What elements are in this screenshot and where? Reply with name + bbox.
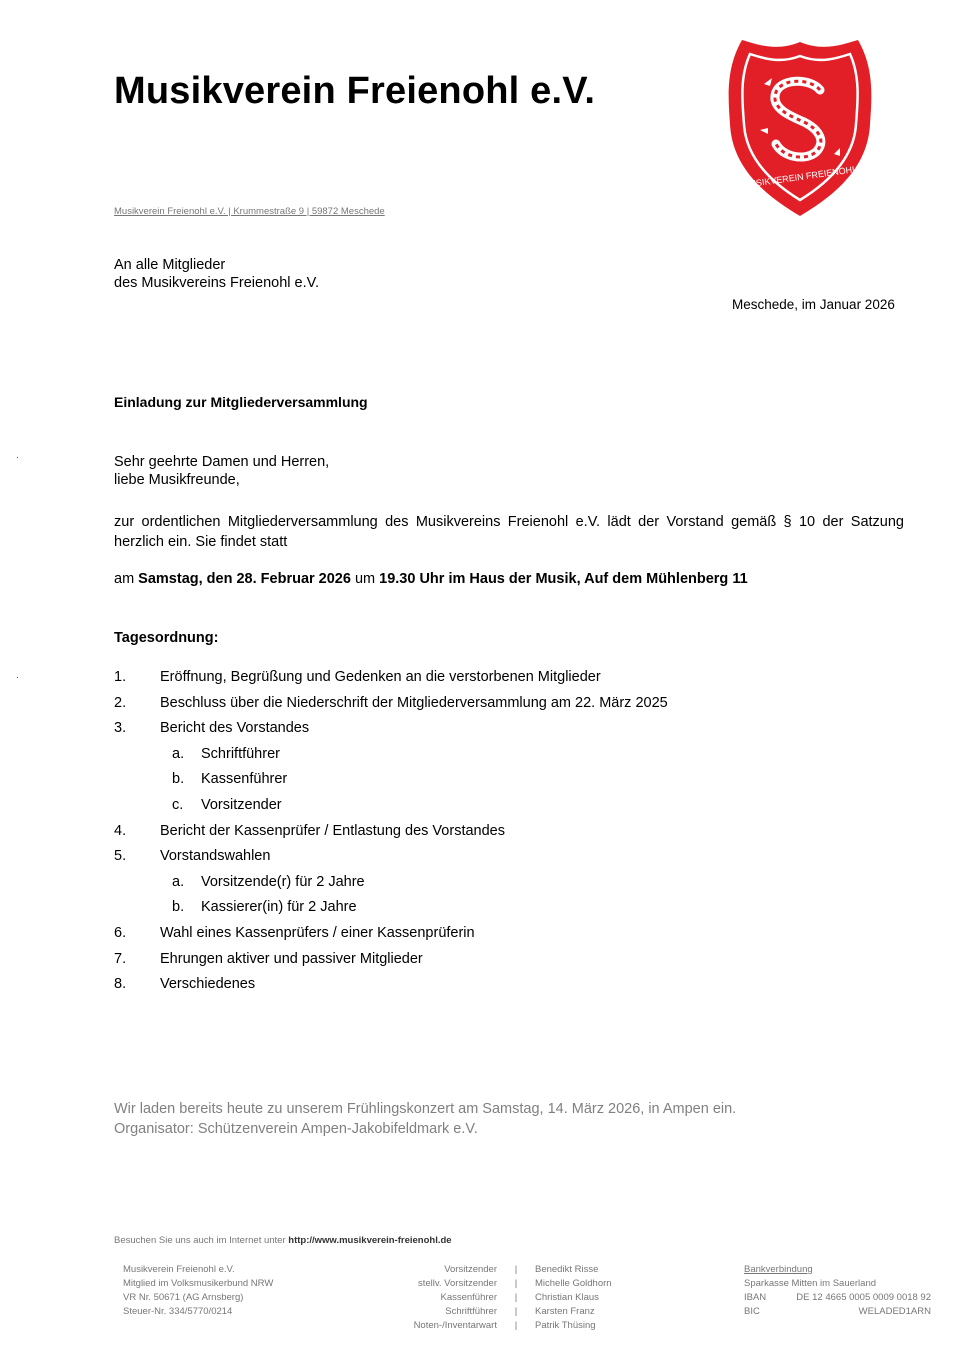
recipient-line: des Musikvereins Freienohl e.V. xyxy=(114,275,319,291)
greeting-line: Sehr geehrte Damen und Herren, xyxy=(114,454,330,470)
footer-role: Noten-/Inventarwart xyxy=(413,1320,497,1331)
footer-name: Benedikt Risse xyxy=(535,1264,599,1275)
agenda-text: Ehrungen aktiver und passiver Mitglieder xyxy=(160,950,423,967)
footer-org-line: Mitglied im Volksmusikerbund NRW xyxy=(123,1278,274,1289)
letter-subject: Einladung zur Mitgliederversammlung xyxy=(114,394,368,410)
agenda-number: a. xyxy=(172,745,185,762)
website-line xyxy=(114,1235,452,1246)
agenda-number: a. xyxy=(172,873,185,890)
agenda-number: 5. xyxy=(114,848,127,865)
note-line: Wir laden bereits heute zu unserem Frühlingskonzert am Samstag, 14. März 2026, in Ampen ein. xyxy=(114,1101,737,1117)
note-line: Organisator: Schützenverein Ampen-Jakobifeldmark e.V. xyxy=(114,1121,478,1137)
agenda-number: 6. xyxy=(114,924,127,941)
agenda-heading: Tagesordnung: xyxy=(114,630,219,646)
footer-name: Patrik Thüsing xyxy=(535,1320,596,1331)
logo-text: MUSIKVEREIN FREIENOHL xyxy=(741,164,858,191)
bic-value: WELADED1ARN xyxy=(858,1306,931,1317)
agenda-number: c. xyxy=(172,796,184,813)
agenda-number: 4. xyxy=(114,822,127,839)
agenda-number: b. xyxy=(172,899,185,916)
meeting-prefix: am xyxy=(114,571,139,587)
footer-bank xyxy=(744,1263,931,1319)
agenda-number: 7. xyxy=(114,950,127,967)
agenda-text: Kassenführer xyxy=(201,771,288,788)
agenda-text: Bericht des Vorstandes xyxy=(160,720,310,737)
footer-org-line: Steuer-Nr. 334/5770/0214 xyxy=(123,1306,233,1317)
agenda-text: Wahl eines Kassenprüfers / einer Kassenprüferin xyxy=(160,924,475,941)
recipient-block xyxy=(114,256,319,292)
agenda-text: Eröffnung, Begrüßung und Gedenken an die verstorbenen Mitglieder xyxy=(160,669,601,685)
footer-separator: | xyxy=(514,1320,518,1331)
website-link[interactable]: http://www.musikverein-freienohl.de xyxy=(288,1235,452,1246)
agenda-number: 3. xyxy=(114,720,127,737)
meeting-middle: um xyxy=(350,571,380,587)
sender-address-line: Musikverein Freienohl e.V. | Krummestraße 9 | 59872 Meschede xyxy=(114,206,385,217)
page-title: Musikverein Freienohl e.V. xyxy=(114,70,596,112)
concert-note xyxy=(114,1099,736,1139)
footer-name: Michelle Goldhorn xyxy=(535,1278,612,1289)
greeting-block xyxy=(114,453,329,489)
footer-separator: | xyxy=(514,1264,518,1275)
agenda-text: Verschiedenes xyxy=(160,976,256,993)
footer-roles xyxy=(380,1263,497,1333)
agenda-text: Vorstandswahlen xyxy=(160,848,271,865)
footer-org-line: Musikverein Freienohl e.V. xyxy=(123,1264,235,1275)
agenda-text: Beschluss über die Niederschrift der Mitgliederversammlung am 22. März 2025 xyxy=(160,694,668,711)
footer-separator: | xyxy=(514,1292,518,1303)
footer-org xyxy=(123,1263,273,1319)
iban-row xyxy=(744,1291,931,1305)
footer-separator: | xyxy=(514,1278,518,1289)
footer-org-line: VR Nr. 50671 (AG Arnsberg) xyxy=(123,1292,244,1303)
letter-date: Meschede, im Januar 2026 xyxy=(732,297,895,312)
footer-role: Schriftführer xyxy=(445,1306,497,1317)
greeting-line: liebe Musikfreunde, xyxy=(114,472,240,488)
meeting-details xyxy=(114,571,748,587)
footer-role: Kassenführer xyxy=(440,1292,497,1303)
margin-mark: . xyxy=(16,670,19,681)
agenda-number: b. xyxy=(172,771,185,788)
agenda-text: Vorsitzende(r) für 2 Jahre xyxy=(201,873,365,890)
agenda-text: Vorsitzender xyxy=(201,796,282,813)
margin-mark: . xyxy=(16,450,19,461)
bic-label: BIC xyxy=(744,1306,760,1317)
bic-row xyxy=(744,1305,931,1319)
club-logo xyxy=(724,38,876,218)
agenda-number: 1. xyxy=(114,669,127,685)
footer-name: Christian Klaus xyxy=(535,1292,599,1303)
agenda-text: Schriftführer xyxy=(201,745,280,762)
recipient-line: An alle Mitglieder xyxy=(114,257,226,273)
bank-name: Sparkasse Mitten im Sauerland xyxy=(744,1278,877,1289)
agenda-number: 2. xyxy=(114,694,127,711)
bank-title: Bankverbindung xyxy=(744,1264,813,1275)
footer-role: stellv. Vorsitzender xyxy=(417,1278,497,1289)
footer-separators xyxy=(512,1263,520,1333)
agenda-number: 8. xyxy=(114,976,127,993)
footer-names xyxy=(535,1263,612,1333)
intro-paragraph: zur ordentlichen Mitgliederversammlung des Musikvereins Freienohl e.V. lädt der Vorstand gemäß § 10 der Satzung herzlich ein. Sie findet statt xyxy=(114,514,904,550)
footer-role: Vorsitzender xyxy=(444,1264,497,1275)
meeting-date: Samstag, den 28. Februar 2026 xyxy=(138,571,351,587)
iban-value: DE 12 4665 0005 0009 0018 92 xyxy=(796,1292,931,1303)
footer-name: Karsten Franz xyxy=(535,1306,595,1317)
agenda-text: Bericht der Kassenprüfer / Entlastung des Vorstandes xyxy=(160,822,505,839)
website-prefix: Besuchen Sie uns auch im Internet unter xyxy=(114,1235,289,1246)
meeting-time-place: 19.30 Uhr im Haus der Musik, Auf dem Mühlenberg 11 xyxy=(379,571,748,587)
iban-label: IBAN xyxy=(744,1292,767,1303)
footer-separator: | xyxy=(514,1306,518,1317)
agenda-text: Kassierer(in) für 2 Jahre xyxy=(201,899,357,916)
